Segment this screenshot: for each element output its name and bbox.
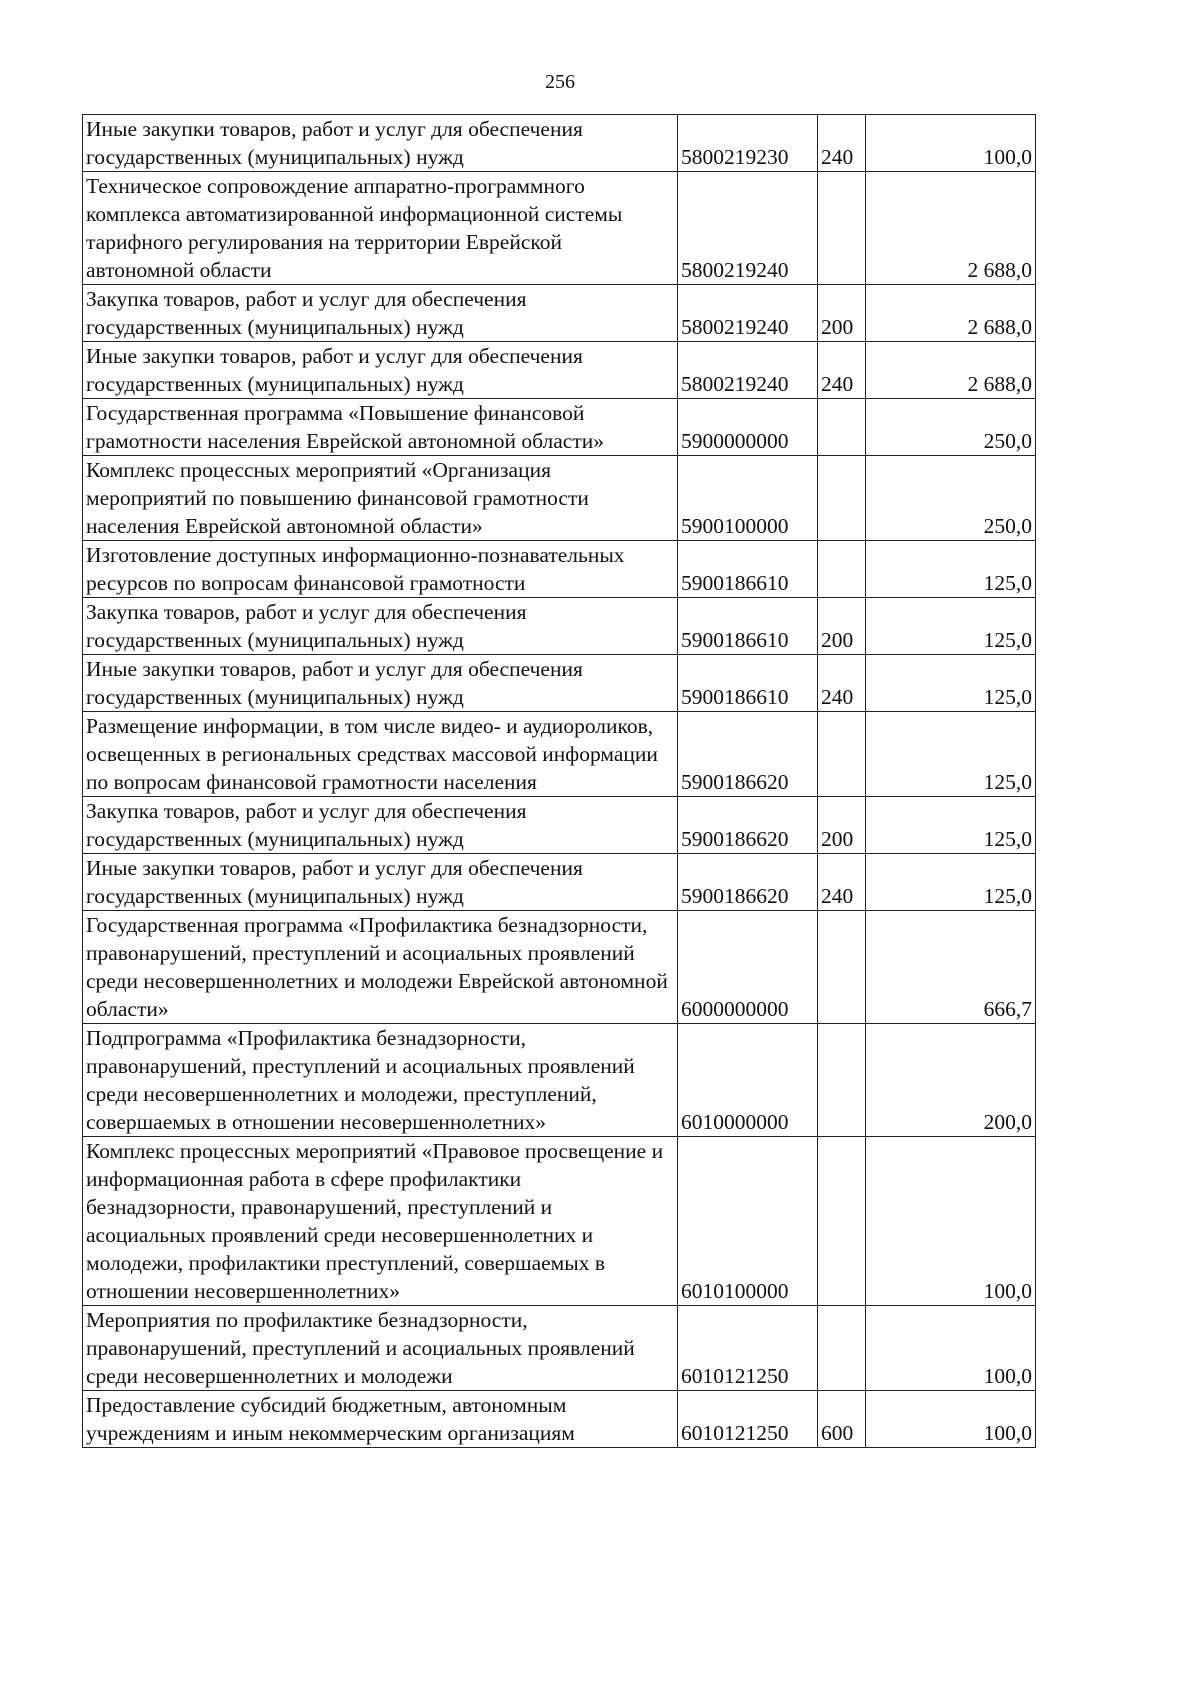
- table-row: [83, 655, 1036, 712]
- budget-table: [82, 114, 1036, 1448]
- table-row: [83, 854, 1036, 911]
- row-amount-cell: 200,0: [866, 1024, 1036, 1137]
- row-name-cell: Комплекс процессных мероприятий «Правовое просвещение и информационная работа в сфере профилактики безнадзорности, правонарушений, преступлений и асоциальных проявлений среди несовершеннолетних и молодежи, профилактики преступлений, совершаемых в отношении несовершеннолетних»: [83, 1137, 678, 1306]
- row-expense-type-cell: [818, 1137, 866, 1306]
- row-target-code-cell: 6010121250: [678, 1306, 818, 1391]
- row-name-cell: Комплекс процессных мероприятий «Организация мероприятий по повышению финансовой грамотности населения Еврейской автономной области»: [83, 456, 678, 541]
- table-row: [83, 712, 1036, 797]
- row-expense-type-cell: 240: [818, 655, 866, 712]
- table-row: [83, 456, 1036, 541]
- row-expense-type-cell: [818, 1306, 866, 1391]
- row-amount-cell: 125,0: [866, 797, 1036, 854]
- row-expense-type-cell: [818, 1024, 866, 1137]
- row-expense-type-cell: [818, 712, 866, 797]
- table-row: [83, 598, 1036, 655]
- table-row: [83, 399, 1036, 456]
- row-amount-cell: 125,0: [866, 598, 1036, 655]
- row-name-cell: Государственная программа «Повышение финансовой грамотности населения Еврейской автономной области»: [83, 399, 678, 456]
- row-name-cell: Государственная программа «Профилактика безнадзорности, правонарушений, преступлений и асоциальных проявлений среди несовершеннолетних и молодежи Еврейской автономной области»: [83, 911, 678, 1024]
- row-name-cell: Иные закупки товаров, работ и услуг для обеспечения государственных (муниципальных) нужд: [83, 342, 678, 399]
- row-expense-type-cell: [818, 911, 866, 1024]
- row-expense-type-cell: 200: [818, 797, 866, 854]
- row-expense-type-cell: [818, 172, 866, 285]
- row-name-cell: Иные закупки товаров, работ и услуг для обеспечения государственных (муниципальных) нужд: [83, 115, 678, 172]
- row-name-cell: Техническое сопровождение аппаратно-программного комплекса автоматизированной информационной системы тарифного регулирования на территории Еврейской автономной области: [83, 172, 678, 285]
- row-target-code-cell: 5900000000: [678, 399, 818, 456]
- row-amount-cell: 2 688,0: [866, 342, 1036, 399]
- row-expense-type-cell: 600: [818, 1391, 866, 1448]
- row-expense-type-cell: [818, 541, 866, 598]
- table-row: [83, 115, 1036, 172]
- row-target-code-cell: 5900186620: [678, 854, 818, 911]
- row-amount-cell: 100,0: [866, 1137, 1036, 1306]
- row-amount-cell: 125,0: [866, 712, 1036, 797]
- table-row: [83, 541, 1036, 598]
- row-name-cell: Мероприятия по профилактике безнадзорности, правонарушений, преступлений и асоциальных проявлений среди несовершеннолетних и молодежи: [83, 1306, 678, 1391]
- row-expense-type-cell: [818, 399, 866, 456]
- row-amount-cell: 666,7: [866, 911, 1036, 1024]
- row-target-code-cell: 5900186620: [678, 797, 818, 854]
- row-amount-cell: 100,0: [866, 1306, 1036, 1391]
- row-expense-type-cell: 240: [818, 342, 866, 399]
- table-row: [83, 1024, 1036, 1137]
- row-name-cell: Размещение информации, в том числе видео- и аудиороликов, освещенных в региональных средствах массовой информации по вопросам финансовой грамотности населения: [83, 712, 678, 797]
- row-expense-type-cell: 200: [818, 285, 866, 342]
- row-target-code-cell: 5900186610: [678, 541, 818, 598]
- row-name-cell: Изготовление доступных информационно-познавательных ресурсов по вопросам финансовой грамотности: [83, 541, 678, 598]
- table-row: [83, 342, 1036, 399]
- row-target-code-cell: 6000000000: [678, 911, 818, 1024]
- row-amount-cell: 125,0: [866, 541, 1036, 598]
- row-amount-cell: 125,0: [866, 854, 1036, 911]
- row-target-code-cell: 5800219240: [678, 285, 818, 342]
- page-number: 256: [545, 71, 575, 93]
- budget-table-body: [83, 115, 1036, 1448]
- row-target-code-cell: 5900186610: [678, 655, 818, 712]
- row-target-code-cell: 5800219240: [678, 342, 818, 399]
- row-target-code-cell: 5900186620: [678, 712, 818, 797]
- table-row: [83, 797, 1036, 854]
- row-expense-type-cell: 200: [818, 598, 866, 655]
- row-expense-type-cell: 240: [818, 115, 866, 172]
- table-row: [83, 1137, 1036, 1306]
- row-name-cell: Закупка товаров, работ и услуг для обеспечения государственных (муниципальных) нужд: [83, 598, 678, 655]
- row-name-cell: Закупка товаров, работ и услуг для обеспечения государственных (муниципальных) нужд: [83, 285, 678, 342]
- row-name-cell: Иные закупки товаров, работ и услуг для обеспечения государственных (муниципальных) нужд: [83, 655, 678, 712]
- row-expense-type-cell: [818, 456, 866, 541]
- row-target-code-cell: 5900100000: [678, 456, 818, 541]
- row-target-code-cell: 5800219230: [678, 115, 818, 172]
- row-amount-cell: 100,0: [866, 1391, 1036, 1448]
- row-name-cell: Закупка товаров, работ и услуг для обеспечения государственных (муниципальных) нужд: [83, 797, 678, 854]
- row-expense-type-cell: 240: [818, 854, 866, 911]
- row-amount-cell: 125,0: [866, 655, 1036, 712]
- table-row: [83, 172, 1036, 285]
- row-target-code-cell: 6010121250: [678, 1391, 818, 1448]
- row-amount-cell: 250,0: [866, 399, 1036, 456]
- row-target-code-cell: 5900186610: [678, 598, 818, 655]
- row-amount-cell: 100,0: [866, 115, 1036, 172]
- table-row: [83, 285, 1036, 342]
- row-target-code-cell: 5800219240: [678, 172, 818, 285]
- table-row: [83, 1306, 1036, 1391]
- row-amount-cell: 2 688,0: [866, 172, 1036, 285]
- row-name-cell: Подпрограмма «Профилактика безнадзорности, правонарушений, преступлений и асоциальных проявлений среди несовершеннолетних и молодежи, преступлений, совершаемых в отношении несовершеннолетних»: [83, 1024, 678, 1137]
- row-amount-cell: 2 688,0: [866, 285, 1036, 342]
- row-target-code-cell: 6010000000: [678, 1024, 818, 1137]
- table-row: [83, 911, 1036, 1024]
- row-target-code-cell: 6010100000: [678, 1137, 818, 1306]
- row-name-cell: Предоставление субсидий бюджетным, автономным учреждениям и иным некоммерческим организациям: [83, 1391, 678, 1448]
- row-amount-cell: 250,0: [866, 456, 1036, 541]
- row-name-cell: Иные закупки товаров, работ и услуг для обеспечения государственных (муниципальных) нужд: [83, 854, 678, 911]
- table-row: [83, 1391, 1036, 1448]
